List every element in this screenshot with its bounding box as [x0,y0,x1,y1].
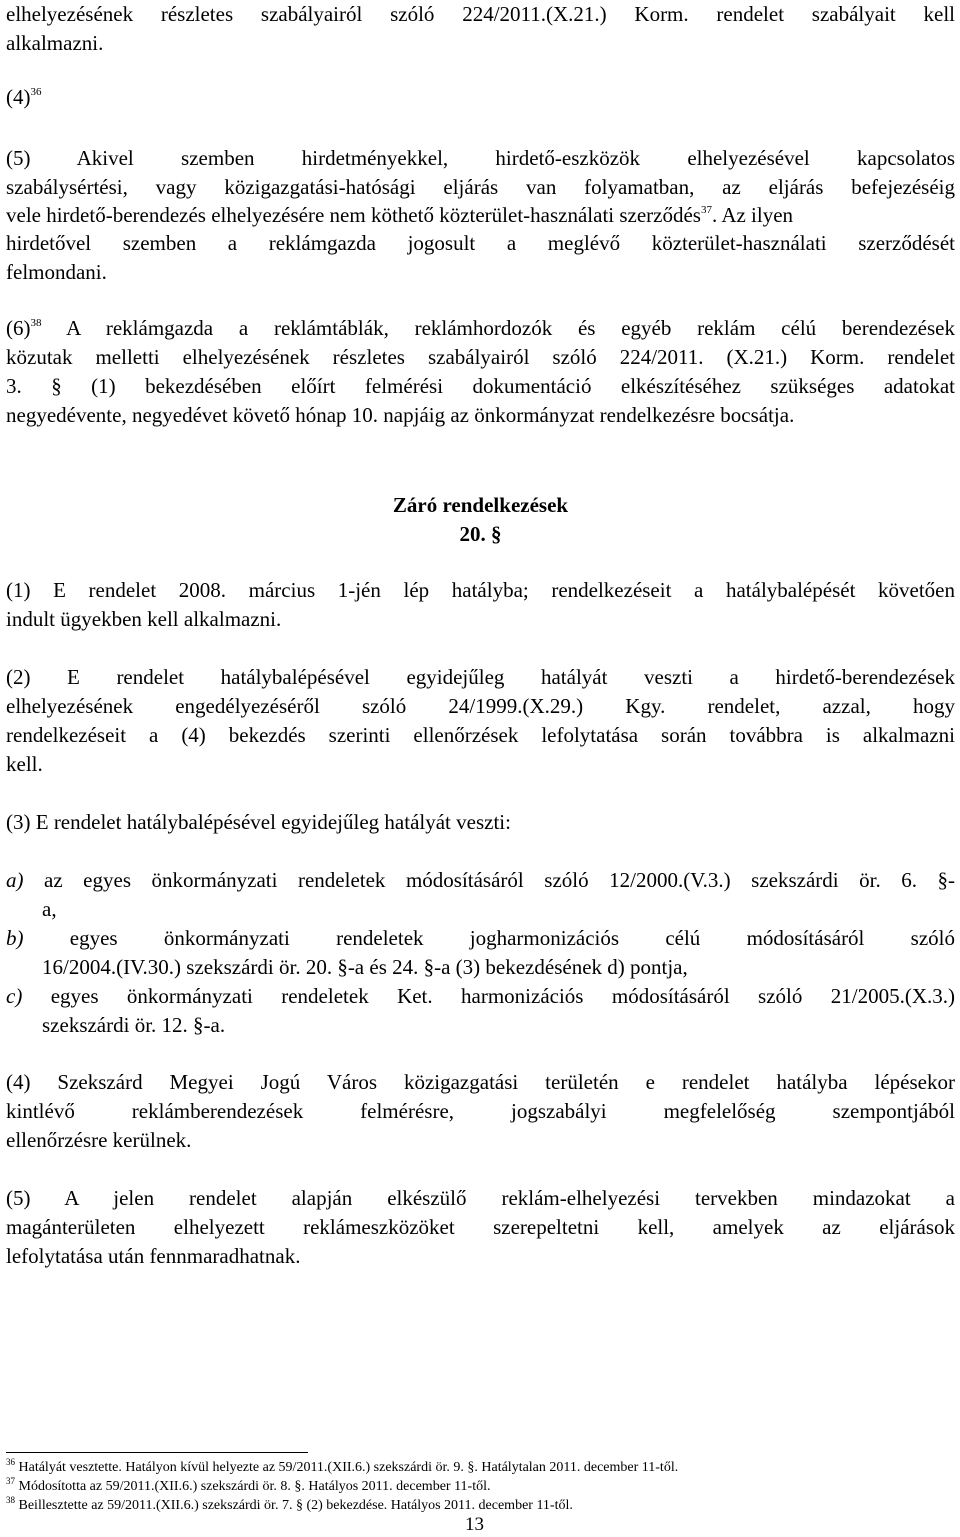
list-item-a-cont: a, [42,897,57,921]
list-label-a: a) [6,868,24,892]
final-paragraph-2-line: elhelyezésének engedélyezéséről szóló 24/1999.(X.29.) Kgy. rendelet, azzal, hogy [6,694,955,718]
paragraph-5-line: szabálysértési, vagy közigazgatási-hatósági eljárás van folyamatban, az eljárás befejezéséig [6,175,955,199]
list-item-a: a) az egyes önkormányzati rendeletek módosításáról szóló 12/2000.(V.3.) szekszárdi ör. 6. §- [6,868,955,892]
footnote-36: $^{36}$ Hatályát vesztette. Hatályon kívül helyezte az 59/2011.(XII.6.) szekszárdi ör. 9. §. Hatálytalan 2011. december 11-től. [6,1457,679,1475]
paragraph-5-line: (5) Akivel szemben hirdetményekkel, hirdető-eszközök elhelyezésével kapcsolatos [6,146,955,170]
final-paragraph-2-line: kell. [6,752,43,776]
paragraph-5-line: hirdetővel szemben a reklámgazda jogosult a meglévő közterület-használati szerződését [6,231,955,255]
section-number: 20. § [459,522,502,546]
body-line: elhelyezésének részletes szabályairól szóló 224/2011.(X.21.) Korm. rendelet szabályait kell [6,2,955,26]
final-paragraph-2-line: (2) E rendelet hatálybalépésével egyidejűleg hatályát veszti a hirdető-berendezések [6,665,955,689]
final-paragraph-4-line: (4) Szekszárd Megyei Jogú Város közigazgatási területén e rendelet hatályba lépésekor [6,1070,955,1094]
list-item-b: b) egyes önkormányzati rendeletek jogharmonizációs célú módosításáról szóló [6,926,955,950]
paragraph-6-line: $(6)^{38}$ A reklámgazda a reklámtáblák, reklámhordozók és egyéb reklám célú berendezések [6,316,955,340]
final-paragraph-3: (3) E rendelet hatálybalépésével egyidejűleg hatályát veszti: [6,810,511,834]
footnote-ref-38[interactable]: 38 [30,317,42,329]
footnote-separator [6,1452,308,1453]
list-label-b: b) [6,926,24,950]
paragraph-6-line: 3. § (1) bekezdésében előírt felmérési dokumentáció elkészítéséhez szükséges adatokat [6,374,955,398]
section-heading: Záró rendelkezések [392,493,569,517]
paragraph-4-repealed: $(4)^{36}$ [6,85,42,109]
final-paragraph-5-line: lefolytatása után fennmaradhatnak. [6,1244,301,1268]
paragraph-5-line: felmondani. [6,260,107,284]
list-item-c: c) egyes önkormányzati rendeletek Ket. harmonizációs módosításáról szóló 21/2005.(X.3.) [6,984,955,1008]
final-paragraph-1-line: (1) E rendelet 2008. március 1-jén lép hatályba; rendelkezéseit a hatálybalépését követően [6,578,955,602]
paragraph-6-line: közutak melletti elhelyezésének részletes szabályairól szóló 224/2011. (X.21.) Korm. rendelet [6,345,955,369]
final-paragraph-1-line: indult ügyekben kell alkalmazni. [6,607,282,631]
list-label-c: c) [6,984,23,1008]
footnote-ref-37[interactable]: 37 [700,204,712,216]
final-paragraph-2-line: rendelkezéseit a (4) bekezdés szerinti ellenőrzések lefolytatása során továbbra is alkalmazni [6,723,955,747]
paragraph-5-line: vele hirdető-berendezés elhelyezésére nem köthető közterület-használati szerződés$^{37}$. Az ilyen [6,203,794,227]
final-paragraph-4-line: ellenőrzésre kerülnek. [6,1128,192,1152]
body-line: alkalmazni. [6,31,104,55]
list-item-c-cont: szekszárdi ör. 12. §-a. [42,1013,226,1037]
footnote-ref-36[interactable]: 36 [30,86,42,98]
final-paragraph-5-line: (5) A jelen rendelet alapján elkészülő reklám-elhelyezési tervekben mindazokat a [6,1186,955,1210]
footnote-37: $^{37}$ Módosította az 59/2011.(XII.6.) szekszárdi ör. 8. §. Hatályos 2011. december 11-től. [6,1476,491,1494]
final-paragraph-5-line: magánterületen elhelyezett reklámeszközöket szerepeltetni kell, amelyek az eljárások [6,1215,955,1239]
list-item-b-cont: 16/2004.(IV.30.) szekszárdi ör. 20. §-a és 24. §-a (3) bekezdésének d) pontja, [42,955,688,979]
footnote-38: $^{38}$ Beillesztette az 59/2011.(XII.6.) szekszárdi ör. 7. § (2) bekezdése. Hatályos 2011. december 11-től. [6,1495,573,1513]
paragraph-6-line: negyedévente, negyedévet követő hónap 10. napjáig az önkormányzat rendelkezésre bocsátja. [6,403,795,427]
final-paragraph-4-line: kintlévő reklámberendezések felmérésre, jogszabályi megfelelőség szempontjából [6,1099,955,1123]
page-number: 13 [465,1514,484,1535]
